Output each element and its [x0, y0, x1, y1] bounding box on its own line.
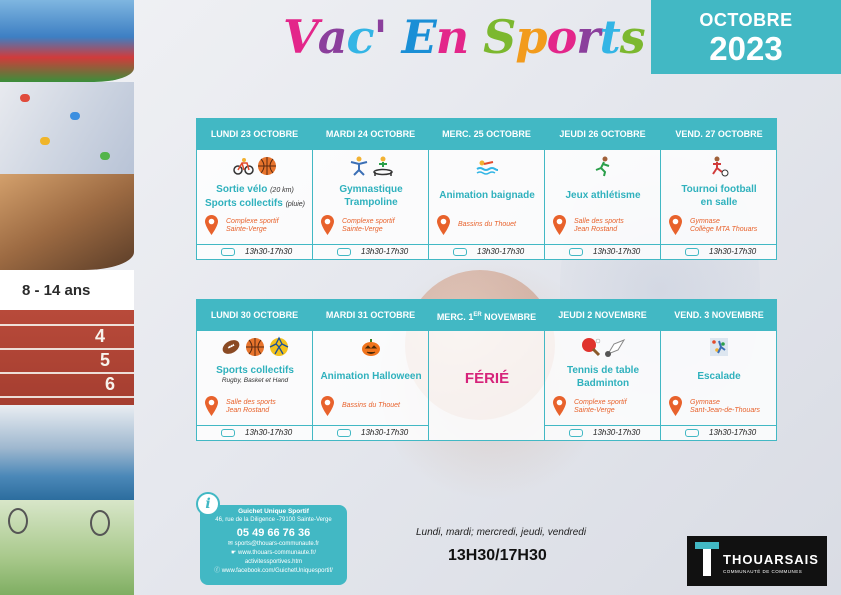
- photo-strip: [0, 0, 134, 595]
- day-header: [429, 300, 544, 331]
- time-text: 13h30-17h30: [593, 428, 641, 437]
- day-column: [545, 119, 661, 259]
- location: [669, 396, 775, 420]
- activity-icons: [429, 155, 545, 181]
- day-header: MARDI 31 OCTOBRE: [313, 300, 428, 331]
- activity-line-1: Tournoi football: [681, 184, 757, 195]
- location-line-1: Gymnase: [690, 218, 720, 225]
- time-slot: [661, 425, 777, 440]
- photo-climbing-wall: [0, 82, 134, 174]
- activity-line-2: en salle: [700, 197, 738, 208]
- location-text: [226, 399, 276, 415]
- activity-icons: [197, 336, 313, 362]
- contact-address: 46, rue de la Diligence -79100 Sainte-Verge: [215, 517, 332, 523]
- activity-icons: [313, 336, 429, 362]
- day-header: LUNDI 30 OCTOBRE: [197, 300, 312, 331]
- week-grid-1: [196, 118, 777, 260]
- location-pin-icon: [321, 396, 334, 416]
- location-line-1: Salle des sports: [226, 399, 276, 406]
- clock-icon: [569, 248, 583, 256]
- activity-line-2: Trampoline: [344, 197, 398, 208]
- contact-email[interactable]: ✉ sports@thouars-communaute.fr: [227, 541, 320, 547]
- clock-icon: [337, 429, 351, 437]
- contact-phone[interactable]: 05 49 66 76 36: [236, 527, 311, 539]
- week-grid-2: [196, 299, 777, 441]
- day-column: [661, 300, 777, 440]
- time-slot: [429, 244, 545, 259]
- schedule-days: Lundi, mardi; mercredi, jeudi, vendredi: [416, 527, 587, 538]
- climbing-wall-icon: [708, 336, 730, 358]
- activity-name: [549, 189, 657, 202]
- location-text: [342, 218, 395, 234]
- rugby-ball-icon: [220, 336, 242, 358]
- racket-icon: [90, 510, 110, 536]
- location-text: [574, 399, 627, 415]
- day-header: JEUDI 2 NOVEMBRE: [545, 300, 660, 331]
- bicycle-icon: [232, 155, 254, 177]
- contact-facebook[interactable]: ⓕ www.facebook.com/GuichetUniquesportif/: [214, 568, 333, 574]
- location-line-1: Complexe sportif: [342, 218, 395, 225]
- location-pin-icon: [437, 215, 450, 235]
- age-range: 8 - 14 ans: [22, 282, 91, 299]
- activity-line-1: Jeux athlétisme: [565, 190, 641, 201]
- day-header-sup: ER: [473, 312, 482, 318]
- activity-name: [201, 364, 309, 385]
- basketball-icon: [244, 336, 266, 358]
- racket-icon: [8, 508, 28, 534]
- activity-line-1: Animation Halloween: [320, 371, 422, 382]
- location-line-2: Jean Rostand: [574, 226, 618, 233]
- activity-icons: [661, 336, 777, 362]
- location-pin-icon: [669, 215, 682, 235]
- time-slot: [661, 244, 777, 259]
- location-text: [690, 399, 760, 415]
- day-column: [313, 119, 429, 259]
- time-slot: [545, 244, 661, 259]
- day-column: [197, 119, 313, 259]
- location-line-2: Jean Rostand: [226, 407, 270, 414]
- contact-website-2[interactable]: activitessportives.htm: [244, 559, 303, 565]
- activity-line-1: Animation baignade: [439, 190, 535, 201]
- clock-icon: [221, 248, 235, 256]
- activity-line-1: Escalade: [697, 371, 741, 382]
- time-slot: [197, 244, 313, 259]
- holiday-label: FÉRIÉ: [464, 370, 510, 387]
- location: [669, 215, 775, 239]
- time-text: 13h30-17h30: [245, 428, 293, 437]
- activity-line-1: Sortie vélo: [216, 184, 268, 195]
- time-slot: [545, 425, 661, 440]
- location: [553, 396, 659, 420]
- activity-note: Rugby, Basket et Hand: [221, 377, 289, 384]
- time-text: 13h30-17h30: [361, 428, 409, 437]
- activity-note: (20 km): [270, 187, 294, 194]
- location-pin-icon: [321, 215, 334, 235]
- basketball-icon: [256, 155, 278, 177]
- photo-cheering-kids: [0, 174, 134, 270]
- schedule-hours: 13H30/17H30: [448, 547, 547, 564]
- climbing-hold-icon: [40, 137, 50, 145]
- location-pin-icon: [669, 396, 682, 416]
- photo-badminton-girls: [0, 500, 134, 595]
- clock-icon: [337, 248, 351, 256]
- trampoline-icon: [372, 155, 394, 177]
- activity-icons: [197, 155, 313, 181]
- location-line-2: Sainte-Verge: [342, 226, 383, 233]
- location-text: [342, 402, 400, 410]
- logo-name: THOUARSAIS: [723, 552, 819, 567]
- location-line-1: Bassins du Thouet: [458, 221, 516, 228]
- time-text: 13h30-17h30: [361, 247, 409, 256]
- activity-icons: [313, 155, 429, 181]
- info-icon: i: [196, 492, 220, 516]
- day-header: VEND. 27 OCTOBRE: [661, 119, 777, 150]
- location-line-1: Gymnase: [690, 399, 720, 406]
- time-slot: [197, 425, 313, 440]
- contact-website[interactable]: ☛ www.thouars-communaute.fr/: [230, 550, 317, 556]
- location-pin-icon: [205, 215, 218, 235]
- logo-subtitle: COMMUNAUTÉ DE COMMUNES: [723, 569, 803, 574]
- photo-football-team: [0, 0, 134, 82]
- time-text: 13h30-17h30: [477, 247, 525, 256]
- contact-box: [200, 505, 347, 585]
- day-header: MERC. 25 OCTOBRE: [429, 119, 544, 150]
- time-text: 13h30-17h30: [709, 247, 757, 256]
- activity-line-1: Tennis de table: [566, 365, 640, 376]
- location: [205, 215, 311, 239]
- location-text: [690, 218, 757, 234]
- location-line-2: Sant-Jean-de-Thouars: [690, 407, 761, 414]
- location-text: [226, 218, 279, 234]
- clock-icon: [221, 429, 235, 437]
- date-month: OCTOBRE: [699, 10, 793, 30]
- photo-running-track: 4 5 6: [0, 310, 134, 405]
- location: [437, 215, 543, 239]
- ping-pong-icon: [580, 336, 602, 358]
- day-column: [313, 300, 429, 440]
- day-header: JEUDI 26 OCTOBRE: [545, 119, 660, 150]
- climbing-hold-icon: [20, 94, 30, 102]
- location-line-1: Salle des sports: [574, 218, 624, 225]
- swimmer-icon: [476, 155, 498, 177]
- location: [553, 215, 659, 239]
- day-header: LUNDI 23 OCTOBRE: [197, 119, 312, 150]
- athlete-icon: [592, 155, 614, 177]
- activity-icons: [545, 155, 661, 181]
- day-column: [429, 300, 545, 440]
- location-line-2: Sainte-Verge: [574, 407, 615, 414]
- date-box: [651, 0, 841, 74]
- day-column: [429, 119, 545, 259]
- location: [205, 396, 311, 420]
- location-text: [458, 221, 516, 229]
- day-column: [197, 300, 313, 440]
- football-player-icon: [708, 155, 730, 177]
- gymnast-icon: [348, 155, 370, 177]
- handball-icon: [268, 336, 290, 358]
- time-text: 13h30-17h30: [593, 247, 641, 256]
- location-pin-icon: [553, 215, 566, 235]
- activity-line-1: Sports collectifs: [216, 365, 294, 376]
- day-header: MARDI 24 OCTOBRE: [313, 119, 428, 150]
- activity-name: [433, 189, 541, 202]
- clock-icon: [685, 248, 699, 256]
- pumpkin-icon: [360, 336, 382, 358]
- day-header-part: MERC. 1: [436, 312, 474, 322]
- location: [321, 215, 427, 239]
- location: [321, 396, 427, 420]
- activity-name: [665, 183, 773, 209]
- day-header: VEND. 3 NOVEMBRE: [661, 300, 777, 331]
- climbing-hold-icon: [100, 152, 110, 160]
- time-text: 13h30-17h30: [245, 247, 293, 256]
- time-slot: [313, 425, 429, 440]
- location-line-1: Complexe sportif: [574, 399, 627, 406]
- clock-icon: [685, 429, 699, 437]
- clock-icon: [453, 248, 467, 256]
- activity-line-2: Badminton: [576, 378, 630, 389]
- activity-note: (pluie): [285, 201, 306, 208]
- activity-name: [201, 183, 309, 211]
- day-column: [545, 300, 661, 440]
- day-column: [661, 119, 777, 259]
- location-pin-icon: [205, 396, 218, 416]
- location-line-1: Complexe sportif: [226, 218, 279, 225]
- location-line-2: Sainte-Verge: [226, 226, 267, 233]
- photo-swimming-pool: [0, 405, 134, 500]
- page-title: Vac' En Sports: [283, 10, 645, 64]
- time-slot: [313, 244, 429, 259]
- activity-name: [549, 364, 657, 390]
- location-text: [574, 218, 624, 234]
- time-text: 13h30-17h30: [709, 428, 757, 437]
- shuttlecock-icon: [604, 336, 626, 358]
- activity-icons: [545, 336, 661, 362]
- contact-title: Guichet Unique Sportif: [238, 508, 309, 515]
- clock-icon: [569, 429, 583, 437]
- activity-name: [317, 183, 425, 209]
- activity-line-2: Sports collectifs: [204, 198, 283, 209]
- climbing-hold-icon: [70, 112, 80, 120]
- logo-mark-icon: [695, 542, 719, 576]
- activity-name: [317, 370, 425, 383]
- location-pin-icon: [553, 396, 566, 416]
- location-line-2: Collège MTA Thouars: [690, 226, 758, 233]
- activity-line-1: Gymnastique: [339, 184, 403, 195]
- date-year: 2023: [709, 30, 783, 67]
- thouarsais-logo: [687, 536, 827, 586]
- activity-icons: [661, 155, 777, 181]
- day-header-part: NOVEMBRE: [481, 312, 537, 322]
- activity-name: [665, 370, 773, 383]
- location-line-1: Bassins du Thouet: [342, 402, 400, 409]
